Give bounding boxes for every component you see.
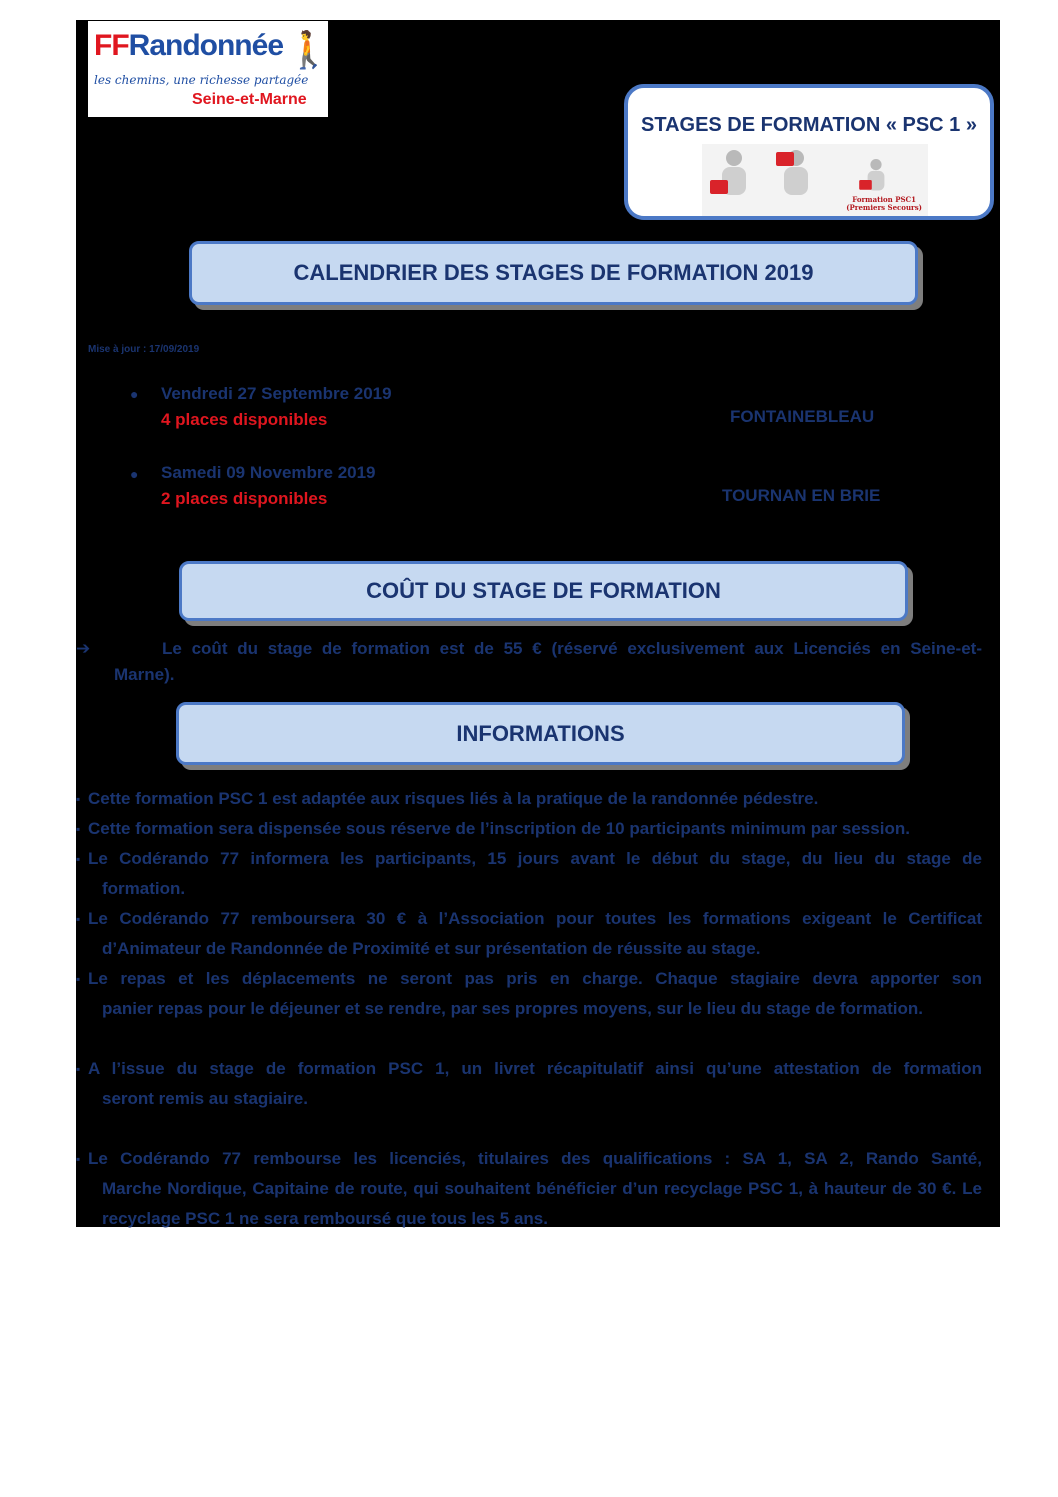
info-text-continued: seront remis au stagiaire. bbox=[102, 1089, 308, 1108]
square-bullet-icon: ▪ bbox=[76, 822, 81, 836]
walker-icon: 🚶 bbox=[286, 29, 331, 70]
first-aid-illustration bbox=[702, 144, 928, 216]
update-date: Mise à jour : 17/09/2019 bbox=[88, 344, 200, 355]
arrow-icon: ➔ bbox=[76, 639, 91, 658]
session-2 bbox=[161, 460, 376, 512]
info-item bbox=[76, 904, 982, 964]
info-item bbox=[76, 814, 982, 844]
first-aid-figure-icon bbox=[772, 150, 820, 210]
session-bullet: ● bbox=[130, 466, 139, 482]
info-text: Le Codérando 77 remboursera 30 € à l’Association pour toutes les formations exigeant le Certificat bbox=[88, 909, 982, 928]
illustration-caption: Formation PSC1 (Premiers Secours) bbox=[846, 195, 922, 212]
psc1-title: STAGES DE FORMATION « PSC 1 » bbox=[641, 114, 977, 136]
session-places: 2 places disponibles bbox=[161, 489, 328, 508]
info-text-continued: Marche Nordique, Capitaine de route, qui souhaitent bénéficier d’un recyclage PSC 1, à hauteur de 30 €. Le recyclage PSC 1 ne sera remboursé que tous les 5 ans. bbox=[102, 1179, 982, 1228]
info-item bbox=[76, 1054, 982, 1114]
session-date: Samedi 09 Novembre 2019 bbox=[161, 463, 376, 482]
info-item bbox=[76, 964, 982, 1024]
calendar-title-banner: CALENDRIER DES STAGES DE FORMATION 2019 bbox=[189, 241, 918, 305]
info-text: Le repas et les déplacements ne seront pas pris en charge. Chaque stagiaire devra apporter son bbox=[88, 969, 982, 988]
square-bullet-icon: ▪ bbox=[76, 912, 81, 926]
info-title-banner: INFORMATIONS bbox=[176, 702, 905, 765]
logo-brand: FFRandonnée bbox=[94, 29, 284, 62]
info-text-continued: formation. bbox=[102, 879, 186, 898]
info-text: Le Codérando 77 rembourse les licenciés, titulaires des qualifications : SA 1, SA 2, Rando Santé, bbox=[88, 1149, 982, 1168]
logo-region: Seine-et-Marne bbox=[192, 91, 307, 108]
square-bullet-icon: ▪ bbox=[76, 972, 81, 986]
session-1 bbox=[161, 381, 392, 433]
info-text: Cette formation PSC 1 est adaptée aux risques liés à la pratique de la randonnée pédestre. bbox=[88, 789, 819, 808]
info-item bbox=[76, 1144, 982, 1234]
psc1-header-box bbox=[624, 84, 994, 220]
info-item bbox=[76, 784, 982, 814]
info-text: A l’issue du stage de formation PSC 1, un livret récapitulatif ainsi qu’une attestation de formation bbox=[88, 1059, 982, 1078]
session-location: FONTAINEBLEAU bbox=[730, 407, 875, 426]
cost-line-1: Le coût du stage de formation est de 55 € (réservé exclusivement aux Licenciés en Seine-et- bbox=[162, 639, 982, 658]
info-text-continued: d’Animateur de Randonnée de Proximité et sur présentation de réussite au stage. bbox=[102, 939, 761, 958]
info-item bbox=[76, 844, 982, 904]
logo-tagline: les chemins, une richesse partagée bbox=[94, 73, 309, 87]
info-text: Cette formation sera dispensée sous réserve de l’inscription de 10 participants minimum par session. bbox=[88, 819, 910, 838]
session-date: Vendredi 27 Septembre 2019 bbox=[161, 384, 392, 403]
session-location: TOURNAN EN BRIE bbox=[722, 486, 881, 505]
info-text: Le Codérando 77 informera les participants, 15 jours avant le début du stage, du lieu du stage de bbox=[88, 849, 982, 868]
cost-line-2: Marne). bbox=[114, 665, 175, 684]
square-bullet-icon: ▪ bbox=[76, 852, 81, 866]
session-places: 4 places disponibles bbox=[161, 410, 328, 429]
cost-title-banner: COÛT DU STAGE DE FORMATION bbox=[179, 561, 908, 621]
ffrandonnee-logo bbox=[88, 21, 331, 117]
square-bullet-icon: ▪ bbox=[76, 792, 81, 806]
square-bullet-icon: ▪ bbox=[76, 1062, 81, 1076]
square-bullet-icon: ▪ bbox=[76, 1152, 81, 1166]
rescuer-figure-icon bbox=[710, 150, 758, 210]
info-text-continued: panier repas pour le déjeuner et se rendre, par ses propres moyens, sur le lieu du stage de formation. bbox=[102, 999, 923, 1018]
session-bullet: ● bbox=[130, 386, 139, 402]
